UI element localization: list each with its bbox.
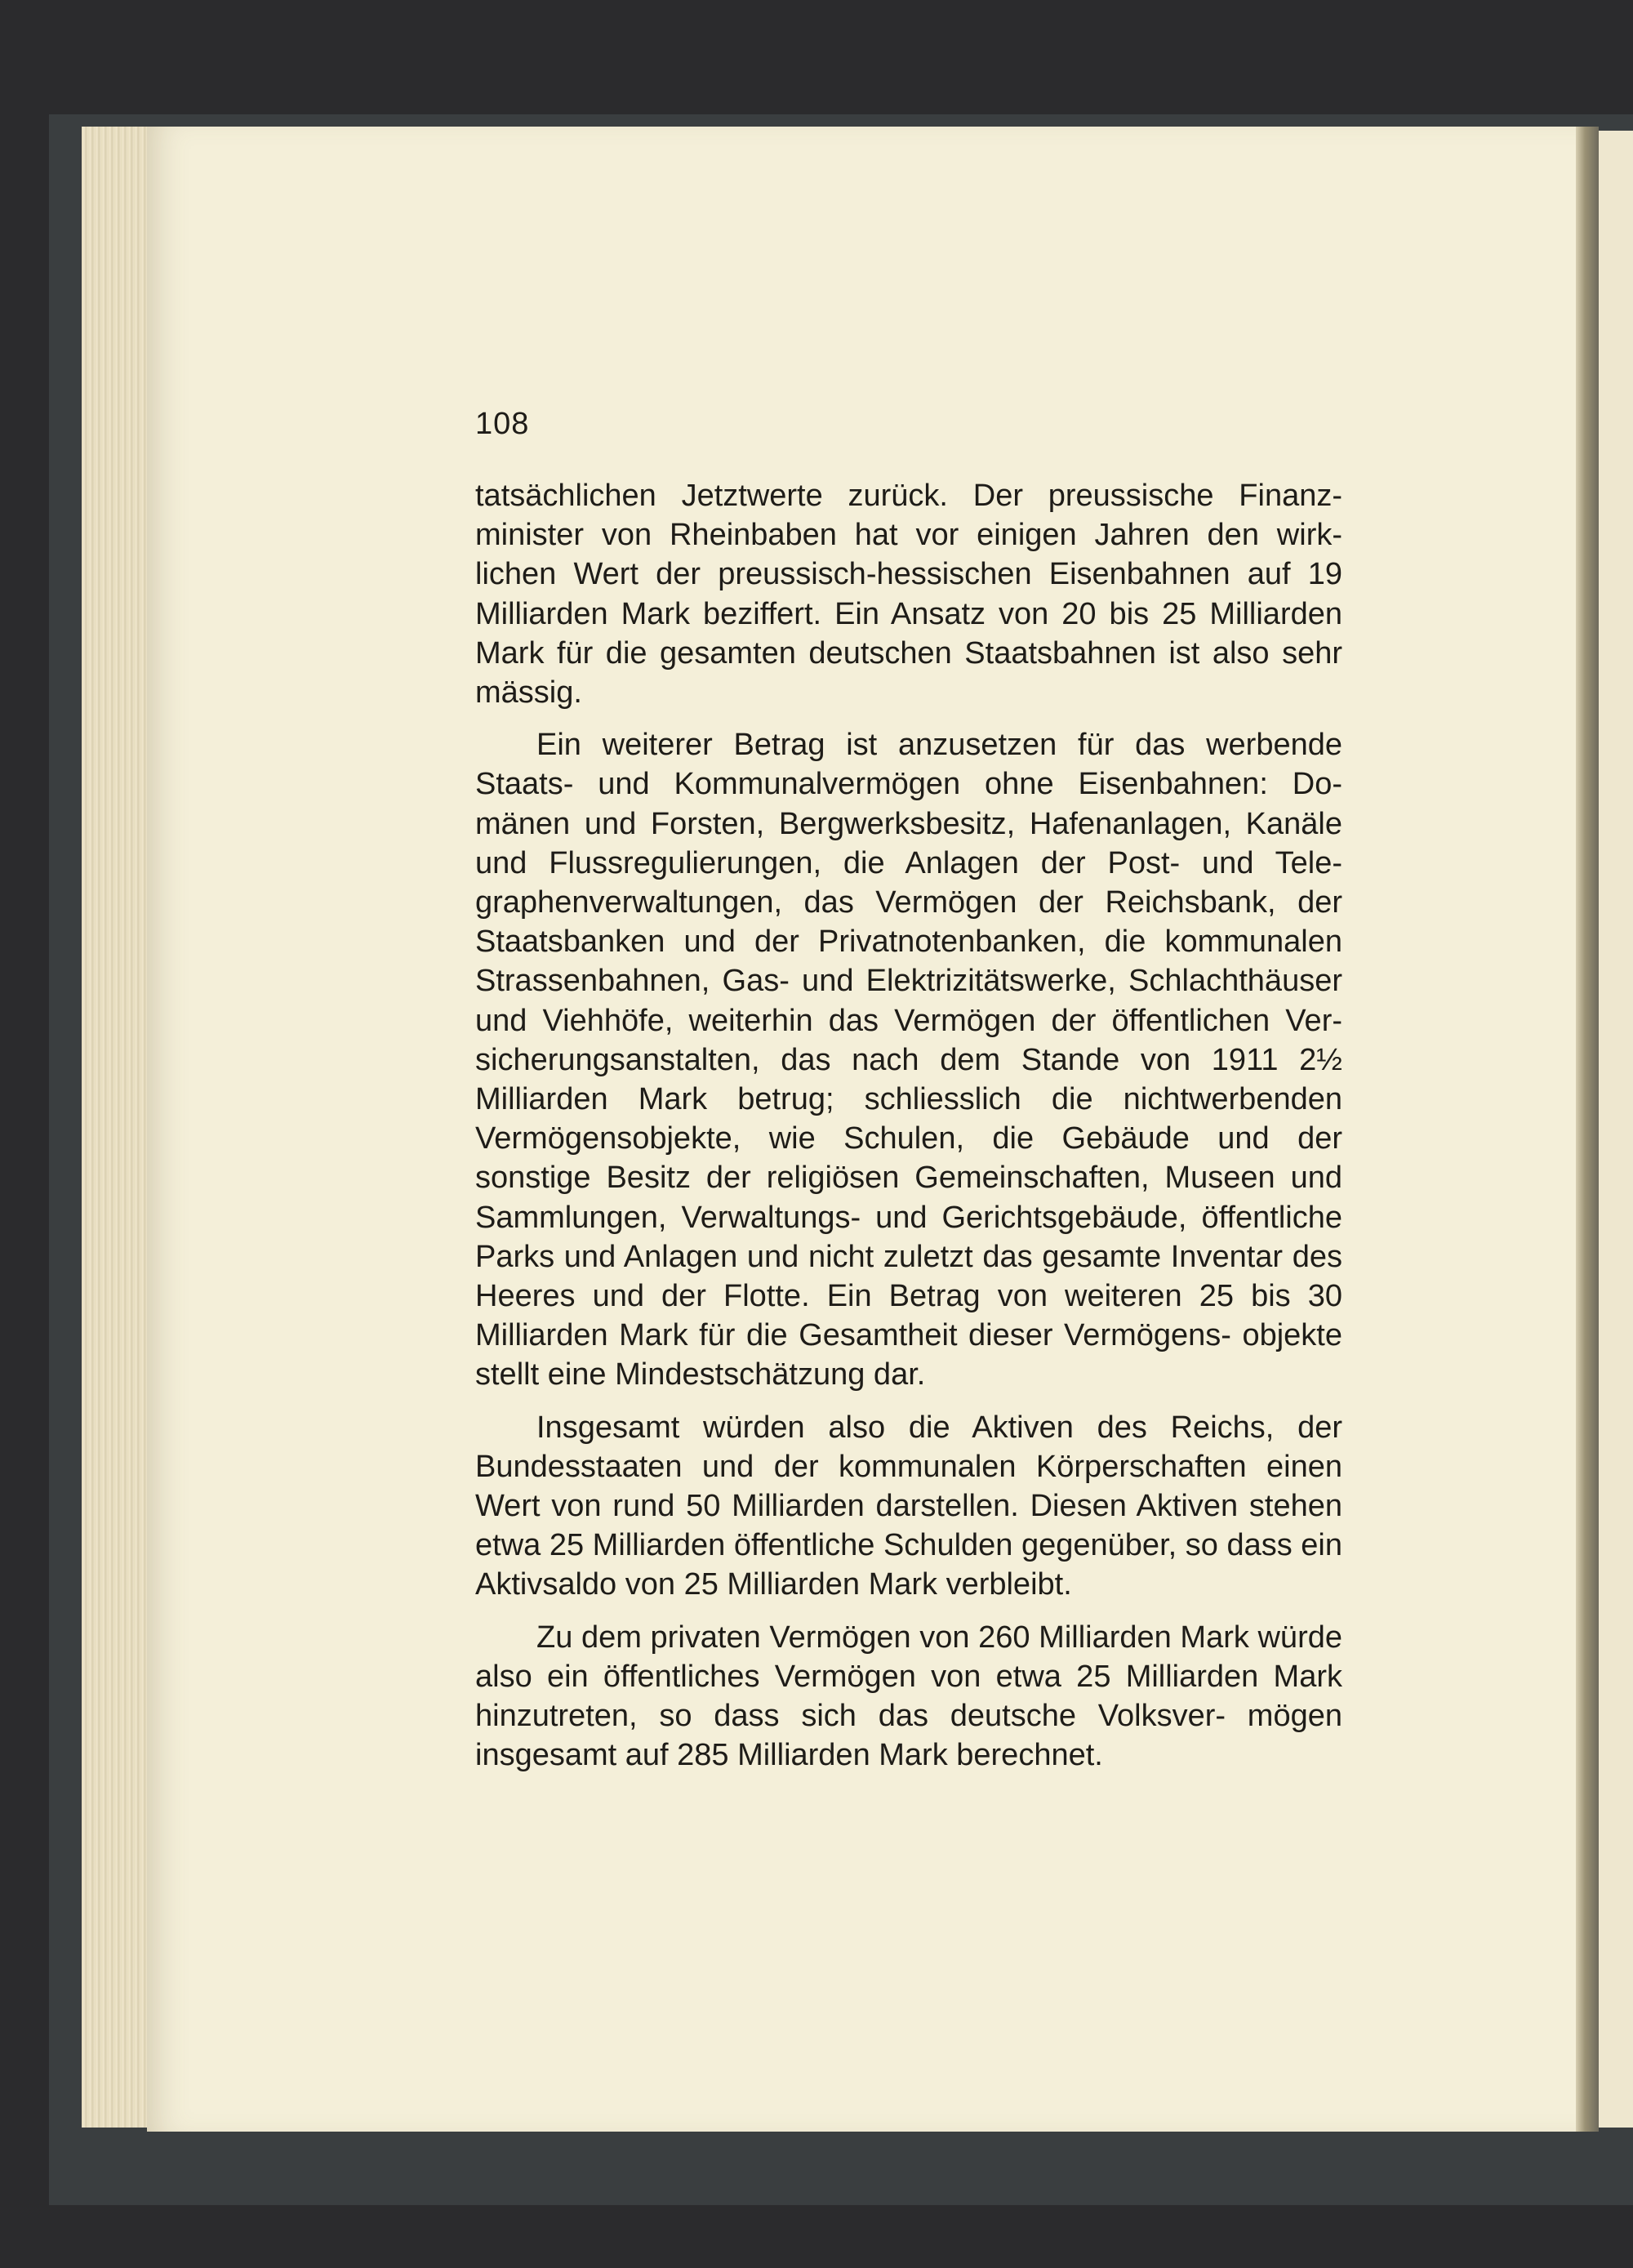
facing-page-edge [1599, 131, 1633, 2128]
paragraph-4: Zu dem privaten Vermögen von 260 Milliarden Mark würde also ein öffentliches Vermögen von etwa 25 Milliarden Mark hinzutreten, so dass sich das deutsche Volksver- mögen insgesamt auf 285 Milliarden Mark berechnet. [475, 1620, 1342, 1773]
body-text [475, 476, 1342, 1776]
page-number: 108 [475, 407, 530, 441]
paragraph-3: Insgesamt würden also die Aktiven des Reichs, der Bundesstaaten und der kommunalen Körperschaften einen Wert von rund 50 Milliarden darstellen. Diesen Aktiven stehen etwa 25 Milliarden öffentliche Schulden gegenüber, so dass ein Aktivsaldo von 25 Milliarden Mark verbleibt. [475, 1410, 1342, 1602]
paragraph-1: tatsächlichen Jetztwerte zurück. Der preussische Finanz- minister von Rheinbaben hat vor einigen Jahren den wirk- lichen Wert der preussisch-hessischen Eisenbahnen auf 19 Milliarden Mark beziffert. Ein Ansatz von 20 bis 25 Milliarden Mark für die gesamten deutschen Staatsbahnen ist also sehr mässig. [475, 479, 1342, 711]
book-gutter [1576, 127, 1599, 2132]
page-edges [82, 127, 155, 2128]
paragraph-2: Ein weiterer Betrag ist anzusetzen für das werbende Staats- und Kommunalvermögen ohne Eisenbahnen: Do- mänen und Forsten, Bergwerksbesitz, Hafenanlagen, Kanäle und Flussregulierungen, die Anlagen der Post- und Tele- graphenverwaltungen, das Vermögen der Reichsbank, der Staatsbanken und der Privatnotenbanken, die kommunalen Strassenbahnen, Gas- und Elektrizitätswerke, Schlachthäuser und Viehhöfe, weiterhin das Vermögen der öffentlichen Ver- sicherungsanstalten, das nach dem Stande von 1911 2½ Milliarden Mark betrug; schliesslich die nichtwerbenden Vermögensobjekte, wie Schulen, die Gebäude und der sonstige Besitz der religiösen Gemeinschaften, Museen und Sammlungen, Verwaltungs- und Gerichtsgebäude, öffentliche Parks und Anlagen und nicht zuletzt das gesamte Inventar des Heeres und der Flotte. Ein Betrag von weiteren 25 bis 30 Milliarden Mark für die Gesamtheit dieser Vermögens- objekte stellt eine Mindestschätzung dar. [475, 728, 1342, 1392]
